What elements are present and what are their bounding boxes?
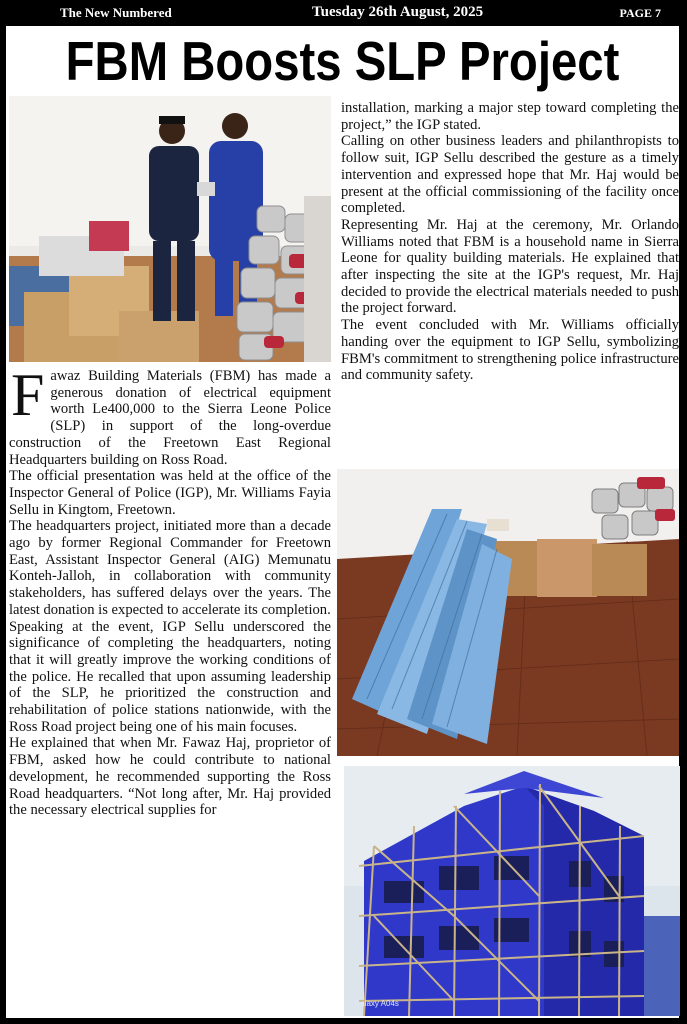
handover-photo: [9, 96, 331, 362]
drop-cap: F: [11, 362, 45, 428]
issue-date: Tuesday 26th August, 2025: [312, 4, 484, 20]
page-number: PAGE 7: [619, 6, 661, 20]
paragraph: The official presentation was held at the office of the Inspector General of Police (IGP), Mr. Williams Fayia Sellu in Kingtom, Freetown.: [9, 468, 331, 518]
paragraph: He explained that when Mr. Fawaz Haj, proprietor of FBM, asked how he could contribute to national development, he recommended supporting the Ross Road headquarters. “Not long after, Mr. Haj provided the necessary electrical supplies for: [9, 735, 331, 819]
headline: FBM Boosts SLP Project: [65, 30, 620, 92]
article-column-right: [341, 100, 679, 384]
materials-photo: [337, 469, 679, 756]
paragraph: The event concluded with Mr. Williams officially handing over the equipment to IGP Sellu, symbolizing FBM's commitment to strengthening police infrastructure and community safety.: [341, 317, 679, 384]
paragraph: Speaking at the event, IGP Sellu underscored the significance of completing the headquarters, noting that it will greatly improve the working conditions of the police. He recalled that upon assuming leadership of the SLP, he prioritized the construction and rehabilitation of police stations nationwide, with the Ross Road project being one of his main focuses.: [9, 618, 331, 735]
paragraph: installation, marking a major step toward completing the project,” the IGP stated.: [341, 100, 679, 133]
publication-name: The New Numbered: [60, 5, 172, 20]
camera-watermark: Galaxy A04s: [354, 999, 399, 1008]
paragraph: Representing Mr. Haj at the ceremony, Mr. Orlando Williams noted that FBM is a household name in Sierra Leone for quality building materials. He explained that after inspecting the site at the IGP's request, Mr. Haj decided to provide the electrical materials needed to push the project forward.: [341, 216, 679, 317]
building-photo: [344, 766, 680, 1016]
masthead-bar: [0, 0, 687, 26]
article-sheet: [6, 26, 679, 1018]
paragraph: The headquarters project, initiated more than a decade ago by former Regional Commander for Freetown East, Assistant Inspector General (AIG) Memunatu Konteh-Jalloh, in collaboration with community stakeholders, has suffered delays over the years. The latest donation is expected to accelerate its completion.: [9, 518, 331, 618]
article-column-left: [9, 362, 331, 819]
paragraph: awaz Building Materials (FBM) has made a generous donation of electrical equipment worth Le400,000 to the Sierra Leone Police (SLP) in support of the long-overdue construction of the Freetown East Regional Headquarters building on Ross Road.: [9, 368, 331, 468]
paragraph: Calling on other business leaders and philanthropists to follow suit, IGP Sellu described the gesture as a timely intervention and expressed hope that Mr. Haj would be present at the official commissioning of the facility once completed.: [341, 133, 679, 217]
